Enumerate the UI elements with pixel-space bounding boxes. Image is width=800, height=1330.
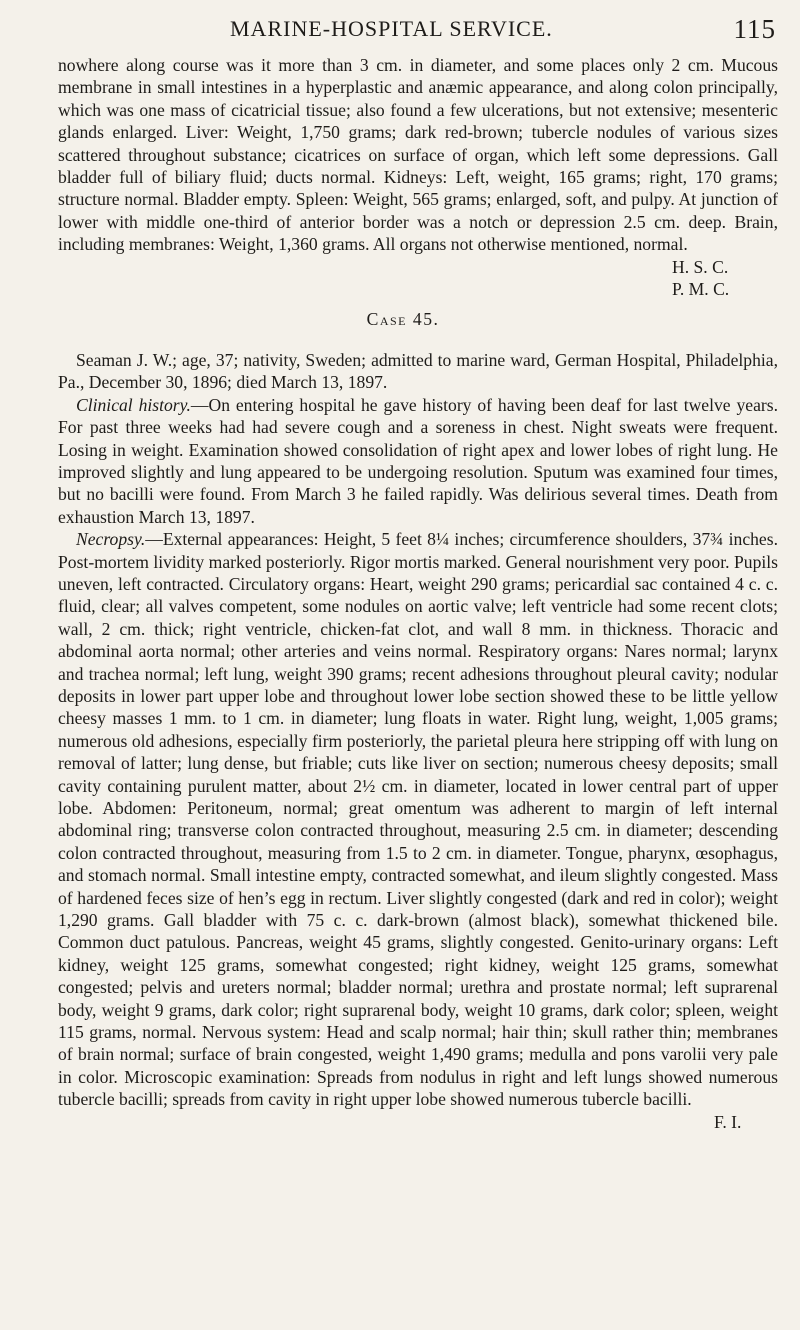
clinical-history-paragraph	[58, 394, 778, 528]
necropsy-heading: Necropsy.	[76, 529, 146, 550]
necropsy-paragraph	[58, 528, 778, 1111]
final-signature: F. I.	[714, 1111, 742, 1132]
signature-line-1: H. S. C.	[672, 256, 729, 277]
case-title: Case 45.	[366, 309, 440, 330]
intro-paragraph: Seaman J. W.; age, 37; nativity, Sweden; admitted to marine ward, German Hospital, Philadelphia, Pa., December 30, 1896; died March 13, 1897.	[58, 349, 778, 393]
document-page	[58, 14, 778, 1133]
page-number: 115	[733, 14, 776, 44]
necropsy-text: —External appearances: Height, 5 feet 8¼ inches; circumference shoulders, 37¾ inches. Post-mortem lividity marked posteriorly. Rigor mortis marked. General nourishment very poor. Pupils uneven, left contracted. Circulatory organs: Heart, weight 290 grams; pericardial sac contained 4 c. c. fluid, clear; all valves competent, some nodules on aortic valve; left ventricle had some recent clots; wall, 2 cm. thick; right ventricle, chicken-fat clot, and wall 8 mm. in thickness. Thoracic and abdominal aorta normal; other arteries and veins normal. Respiratory organs: Nares normal; larynx and trachea normal; left lung, weight 390 grams; recent adhesions throughout pleural cavity; nodular deposits in lower part upper lobe and throughout lower lobe section showed these to be little yellow cheesy masses 1 mm. to 1 cm. in diameter; lung floats in water. Right lung, weight, 1,005 grams; numerous old adhesions, especially firm posteriorly, the parietal pleura here stripping off with lung on removal of latter; lung dense, but friable; cuts like liver on section; numerous cheesy deposits; small cavity containing purulent matter, about 2½ cm. in diameter, located in lower central part of upper lobe. Abdomen: Peritoneum, normal; great omentum was adherent to margin of left internal abdominal ring; transverse colon contracted throughout, measuring 2.5 cm. in diameter; descending colon contracted throughout, measuring from 1.5 to 2 cm. in diameter. Tongue, pharynx, œsophagus, and stomach normal. Small intestine empty, contracted somewhat, and ileum slightly congested. Mass of hardened feces size of hen’s egg in rectum. Liver slightly congested (dark and red in color); weight 1,290 grams. Gall bladder with 75 c. c. dark-brown (almost black), somewhat thickened bile. Common duct patulous. Pancreas, weight 45 grams, slightly congested. Genito-urinary organs: Left kidney, weight 125 grams, somewhat congested; right kidney, weight 125 grams, somewhat congested; pelvis and ureters normal; bladder normal; urethra and prostate normal; left suprarenal body, weight 9 grams, dark color; right suprarenal body, weight 10 grams, dark color; spleen, weight 115 grams, normal. Nervous system: Head and scalp normal; hair thin; skull rather thin; membranes of brain normal; surface of brain congested, weight 1,490 grams; medulla and pons varolii very pale in color. Microscopic examination: Spreads from nodulus in right and left lungs showed numerous tubercle bacilli; spreads from cavity in right upper lobe showed numerous tubercle bacilli.	[58, 529, 778, 1110]
running-title: MARINE-HOSPITAL SERVICE.	[230, 16, 553, 41]
clinical-history-text: —On entering hospital he gave history of having been deaf for last twelve years. For past three weeks had had severe cough and a soreness in chest. Night sweats were frequent. Losing in weight. Examination showed consolidation of right apex and lower lobes of right lung. He improved slightly and lung appeared to be undergoing resolution. Sputum was examined four times, but no bacilli were found. From March 3 he failed rapidly. Was delirious several times. Death from exhaustion March 13, 1897.	[58, 394, 778, 527]
clinical-history-heading: Clinical history.	[76, 394, 191, 415]
signature-line-2: P. M. C.	[672, 279, 730, 300]
continuation-paragraph: nowhere along course was it more than 3 cm. in diameter, and some places only 2 cm. Mucous membrane in small intestines in a hyperplastic and anæmic appearance, and along colon principally, which was one mass of cicatricial tissue; also found a few ulcerations, but not extensive; mesenteric glands enlarged. Liver: Weight, 1,750 grams; dark red-brown; tubercle nodules of various sizes scattered throughout substance; cicatrices on surface of organ, which left some depressions. Gall bladder full of biliary fluid; ducts normal. Kidneys: Left, weight, 165 grams; right, 170 grams; structure normal. Bladder empty. Spleen: Weight, 565 grams; enlarged, soft, and pulpy. At junction of lower with middle one-third of anterior border was a notch or depression 2.5 cm. deep. Brain, including membranes: Weight, 1,360 grams. All organs not otherwise mentioned, normal.	[58, 55, 778, 255]
running-header	[58, 14, 778, 54]
